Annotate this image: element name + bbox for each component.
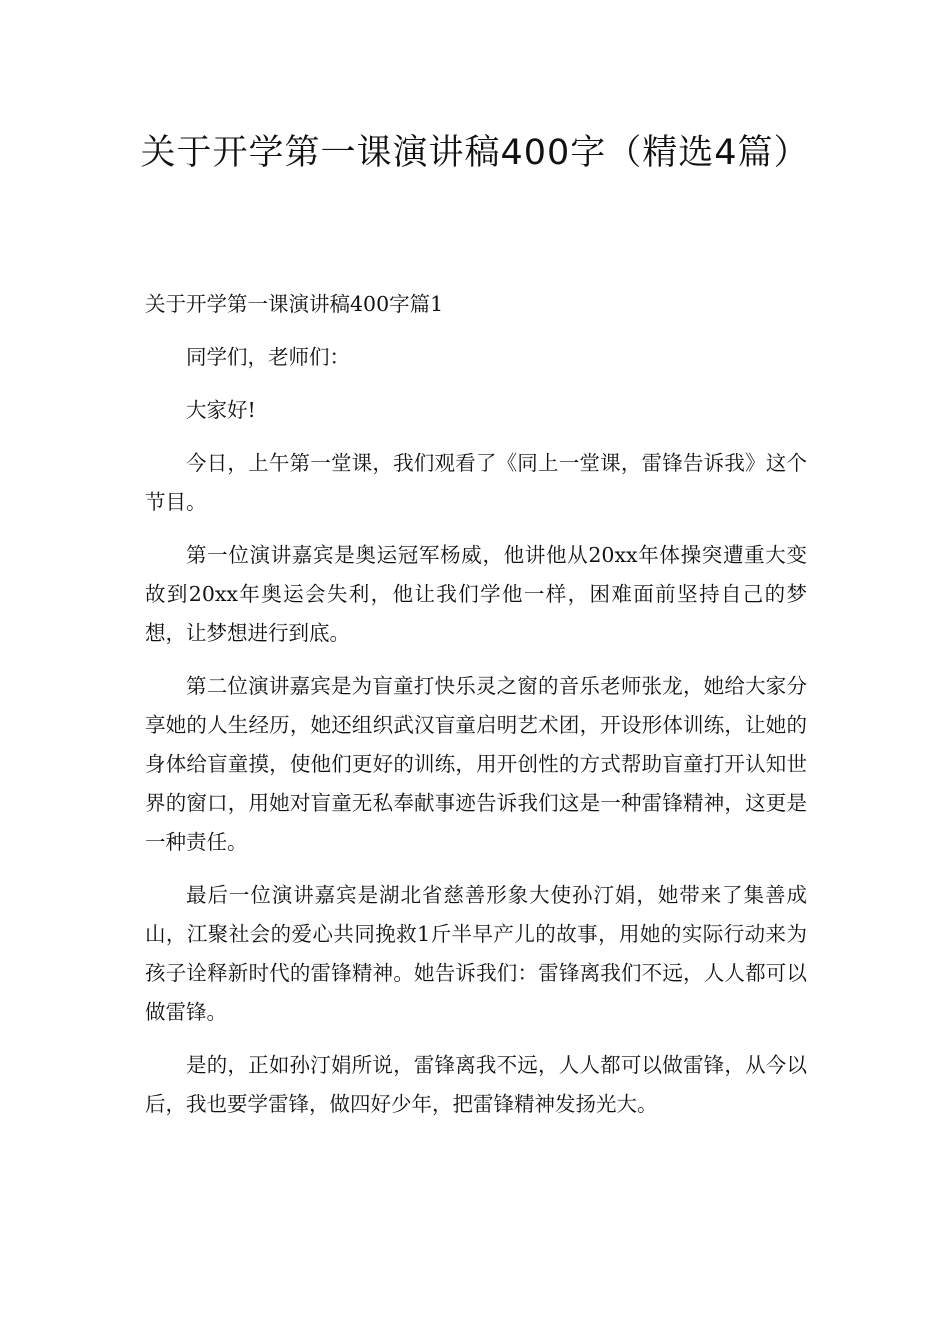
paragraph-first-speaker: 第一位演讲嘉宾是奥运冠军杨威，他讲他从20xx年体操突遭重大变故到20xx年奥运会失利，他让我们学他一样，困难面前坚持自己的梦想，让梦想进行到底。 <box>145 543 807 645</box>
section-heading: 关于开学第一课演讲稿400字篇1 <box>145 292 444 316</box>
paragraph-intro: 今日，上午第一堂课，我们观看了《同上一堂课，雷锋告诉我》这个节目。 <box>145 451 807 514</box>
paragraph-last-speaker: 最后一位演讲嘉宾是湖北省慈善形象大使孙汀娟，她带来了集善成山，江聚社会的爱心共同挽救1斤半早产儿的故事，用她的实际行动来为孩子诠释新时代的雷锋精神。她告诉我们：雷锋离我们不远，人人都可以做雷锋。 <box>145 883 807 1024</box>
paragraph-conclusion: 是的，正如孙汀娟所说，雷锋离我不远，人人都可以做雷锋，从今以后，我也要学雷锋，做四好少年，把雷锋精神发扬光大。 <box>145 1053 807 1116</box>
paragraph-greeting: 同学们，老师们： <box>186 345 350 369</box>
paragraph-second-speaker: 第二位演讲嘉宾是为盲童打快乐灵之窗的音乐老师张龙，她给大家分享她的人生经历，她还组织武汉盲童启明艺术团，开设形体训练，让她的身体给盲童摸，使他们更好的训练，用开创性的方式帮助盲童打开认知世界的窗口，用她对盲童无私奉献事迹告诉我们这是一种雷锋精神，这更是一种责任。 <box>145 674 807 854</box>
paragraph-hello: 大家好! <box>186 398 256 422</box>
document-title: 关于开学第一课演讲稿400字（精选4篇） <box>140 133 810 173</box>
document-body <box>145 285 807 1138</box>
